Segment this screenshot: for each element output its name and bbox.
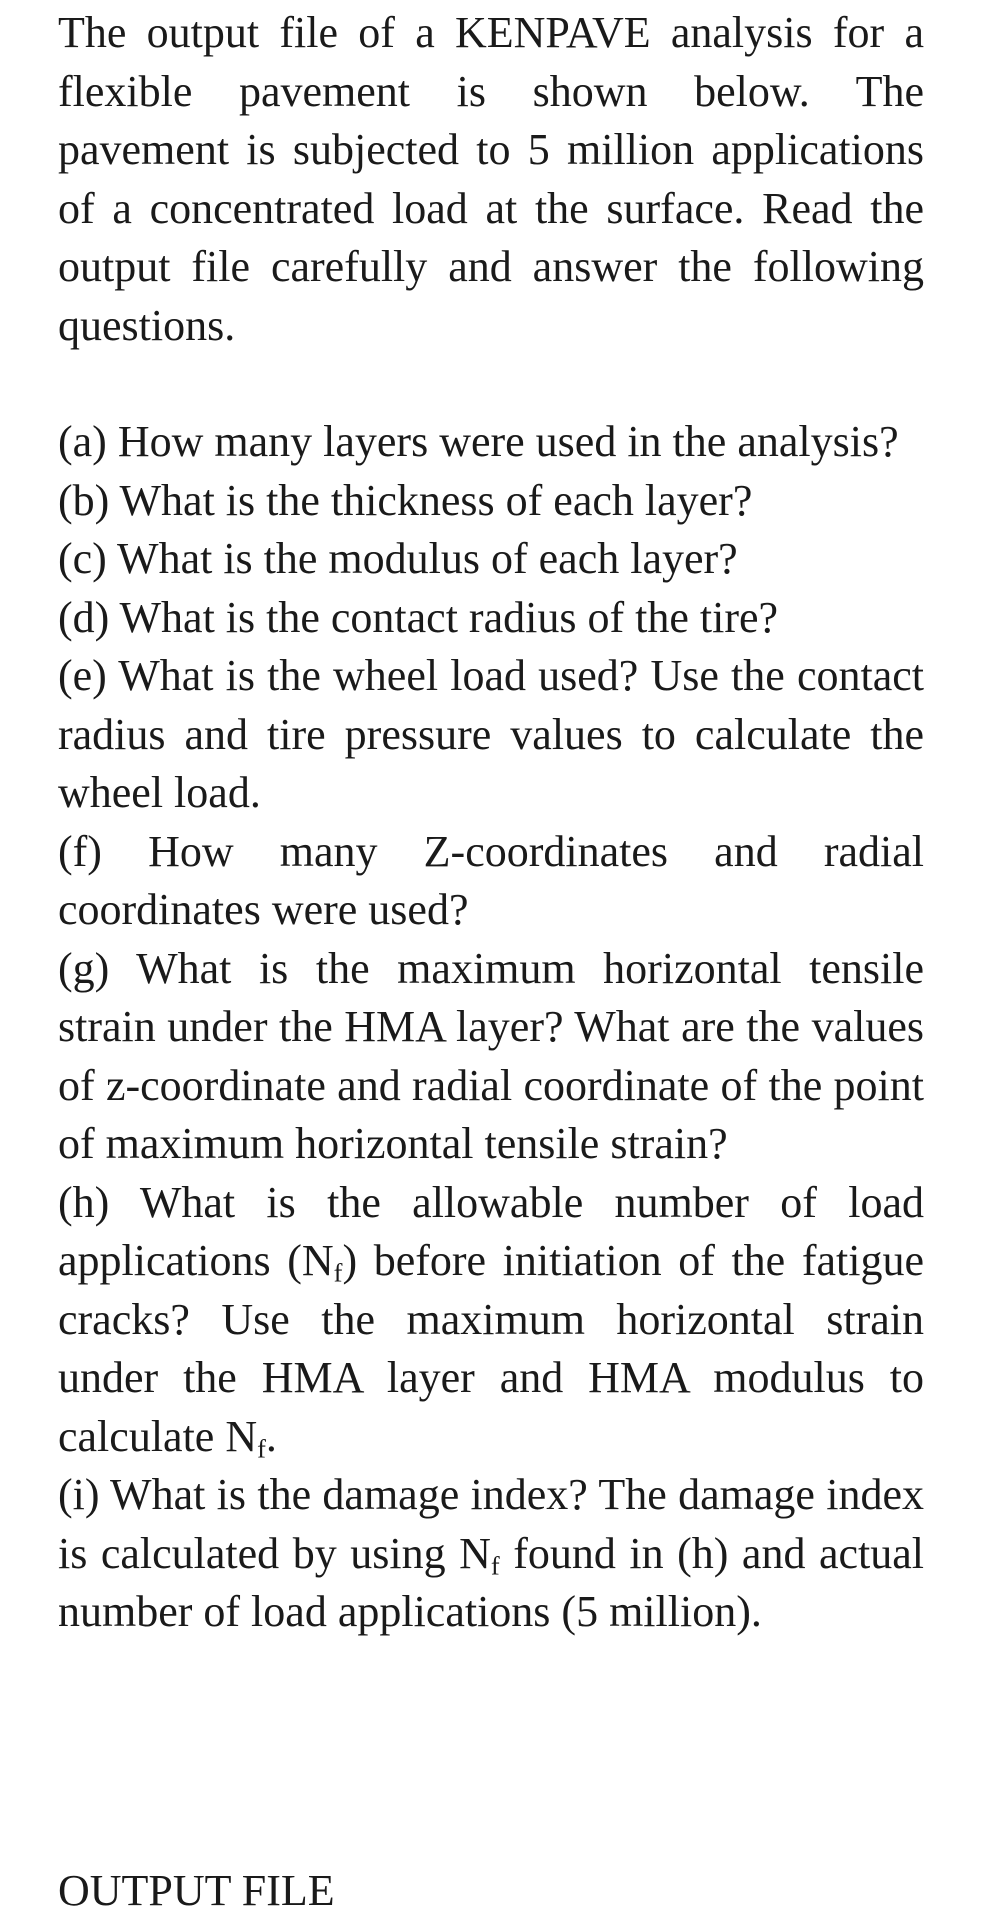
- question-i: [58, 1466, 924, 1642]
- question-h-part-2: ) before initiation of the fatigue cracks? Use the maximum horizontal strain under the HMA layer and HMA modulus to calculate N: [58, 1236, 924, 1461]
- question-h-part-1: (h) What is the allowable number of load applications (N: [58, 1177, 924, 1285]
- subscript-f: f: [333, 1257, 343, 1288]
- subscript-f: f: [257, 1433, 266, 1464]
- question-c: (c) What is the modulus of each layer?: [58, 534, 738, 583]
- question-b: (b) What is the thickness of each layer?: [58, 475, 753, 525]
- question-i-part-2: found in (h) and actual number of load applications (5 million).: [58, 1528, 925, 1636]
- question-d: (d) What is the contact radius of the tire?: [58, 592, 779, 642]
- question-i-part-1: (i) What is the damage index? The damage index is calculated by using N: [58, 1470, 924, 1578]
- intro-paragraph: The output file of a KENPAVE analysis for a flexible pavement is shown below. The pavement is subjected to 5 million applications of a concentrated load at the surface. Read the output file carefully and answer the following questions.: [58, 8, 924, 350]
- question-a: (a) How many layers were used in the analysis?: [58, 417, 899, 466]
- problem-text: [58, 4, 924, 1642]
- question-h-part-3: .: [265, 1411, 277, 1461]
- question-g: (g) What is the maximum horizontal tensile strain under the HMA layer? What are the values of z-coordinate and radial coordinate of the point of maximum horizontal tensile strain?: [58, 943, 924, 1168]
- subscript-f: f: [490, 1550, 500, 1581]
- output-file-heading: OUTPUT FILE: [58, 1866, 335, 1915]
- question-h: [58, 1174, 924, 1467]
- question-e: (e) What is the wheel load used? Use the contact radius and tire pressure values to calculate the wheel load.: [58, 651, 924, 817]
- question-f: (f) How many Z-coordinates and radial coordinates were used?: [58, 826, 924, 934]
